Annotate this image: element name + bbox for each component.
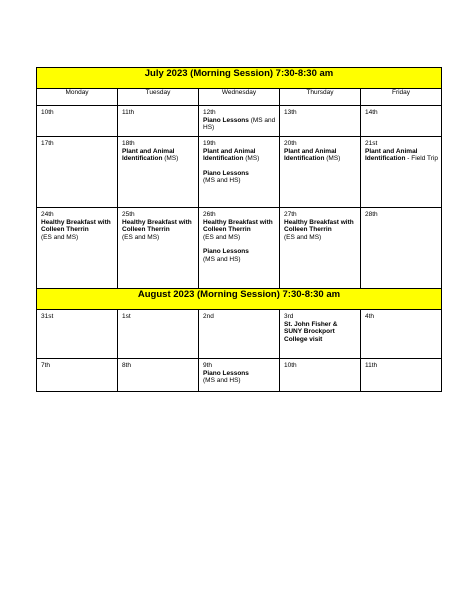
event-title: Plant and Animal Identification bbox=[365, 147, 418, 163]
day-cell bbox=[118, 137, 199, 208]
event-note: (ES and MS) bbox=[284, 233, 322, 241]
day-cell bbox=[199, 359, 280, 392]
event-note: (ES and MS) bbox=[122, 233, 160, 241]
date-label: 31st bbox=[41, 313, 54, 320]
event-title: Plant and Animal Identification bbox=[284, 147, 337, 163]
event-note: - Field Trip bbox=[407, 155, 438, 163]
day-cell bbox=[280, 137, 361, 208]
day-cell bbox=[37, 208, 118, 289]
event-note: (MS and HS) bbox=[203, 116, 276, 132]
day-cell bbox=[280, 208, 361, 289]
day-cell bbox=[361, 208, 442, 289]
date-label: 27th bbox=[284, 211, 297, 218]
date-label: 13th bbox=[284, 109, 297, 116]
date-label: 4th bbox=[365, 313, 375, 320]
event-note: (MS) bbox=[245, 155, 260, 163]
day-cell bbox=[199, 310, 280, 359]
date-label: 10th bbox=[284, 362, 297, 369]
date-label: 26th bbox=[203, 211, 216, 218]
day-cell bbox=[37, 310, 118, 359]
date-label: 8th bbox=[122, 362, 132, 369]
day-cell bbox=[199, 137, 280, 208]
event-title: Piano Lessons bbox=[203, 169, 249, 177]
event-note: (ES and MS) bbox=[41, 233, 79, 241]
event-title: Piano Lessons bbox=[203, 369, 249, 377]
date-label: 11th bbox=[365, 362, 378, 369]
event-title: Healthy Breakfast with Colleen Therrin bbox=[41, 218, 111, 234]
weekday-header-row bbox=[37, 89, 442, 106]
day-cell bbox=[361, 137, 442, 208]
date-label: 14th bbox=[365, 109, 378, 116]
event-title: Plant and Animal Identification bbox=[203, 147, 256, 163]
august-header-row bbox=[37, 289, 442, 310]
day-cell bbox=[280, 359, 361, 392]
date-label: 2nd bbox=[203, 313, 214, 320]
event-title: Healthy Breakfast with Colleen Therrin bbox=[284, 218, 354, 234]
date-label: 21st bbox=[365, 140, 378, 147]
date-label: 10th bbox=[41, 109, 54, 116]
date-label: 24th bbox=[41, 211, 54, 218]
date-label: 1st bbox=[122, 313, 131, 320]
date-label: 20th bbox=[284, 140, 297, 147]
day-cell bbox=[37, 359, 118, 392]
event-title: St. John Fisher & SUNY Brockport College visit bbox=[284, 320, 338, 343]
week-row bbox=[37, 310, 442, 359]
date-label: 18th bbox=[122, 140, 135, 147]
day-cell bbox=[361, 106, 442, 137]
day-cell bbox=[118, 310, 199, 359]
session-calendar bbox=[36, 67, 442, 392]
event-note: (ES and MS) bbox=[203, 233, 241, 241]
day-cell bbox=[118, 106, 199, 137]
event-note: (MS) bbox=[326, 155, 341, 163]
date-label: 12th bbox=[203, 109, 216, 116]
event-title: Piano Lessons bbox=[203, 116, 249, 124]
date-label: 11th bbox=[122, 109, 135, 116]
day-cell bbox=[199, 106, 280, 137]
date-label: 17th bbox=[41, 140, 54, 147]
date-label: 3rd bbox=[284, 313, 294, 320]
day-cell bbox=[280, 310, 361, 359]
event-note: (MS and HS) bbox=[203, 377, 241, 385]
week-row bbox=[37, 359, 442, 392]
day-cell bbox=[361, 359, 442, 392]
week-row bbox=[37, 208, 442, 289]
event-note: (MS and HS) bbox=[203, 255, 241, 263]
august-title: August 2023 (Morning Session) 7:30-8:30 am bbox=[37, 289, 442, 310]
date-label: 19th bbox=[203, 140, 216, 147]
event-title: Plant and Animal Identification bbox=[122, 147, 175, 163]
date-label: 28th bbox=[365, 211, 378, 218]
date-label: 25th bbox=[122, 211, 135, 218]
day-cell bbox=[280, 106, 361, 137]
day-tuesday: Tuesday bbox=[118, 89, 199, 106]
july-header-row bbox=[37, 68, 442, 89]
event-note: (MS and HS) bbox=[203, 177, 241, 185]
date-label: 7th bbox=[41, 362, 51, 369]
july-title: July 2023 (Morning Session) 7:30-8:30 am bbox=[37, 68, 442, 89]
event-title: Healthy Breakfast with Colleen Therrin bbox=[122, 218, 192, 234]
day-wednesday: Wednesday bbox=[199, 89, 280, 106]
week-row bbox=[37, 137, 442, 208]
date-label: 9th bbox=[203, 362, 213, 369]
event-title: Piano Lessons bbox=[203, 248, 249, 256]
day-cell bbox=[118, 208, 199, 289]
day-cell bbox=[37, 106, 118, 137]
day-cell bbox=[361, 310, 442, 359]
day-thursday: Thursday bbox=[280, 89, 361, 106]
event-note: (MS) bbox=[164, 155, 179, 163]
day-cell bbox=[37, 137, 118, 208]
day-monday: Monday bbox=[37, 89, 118, 106]
day-friday: Friday bbox=[361, 89, 442, 106]
day-cell bbox=[199, 208, 280, 289]
event-title: Healthy Breakfast with Colleen Therrin bbox=[203, 218, 273, 234]
day-cell bbox=[118, 359, 199, 392]
week-row bbox=[37, 106, 442, 137]
